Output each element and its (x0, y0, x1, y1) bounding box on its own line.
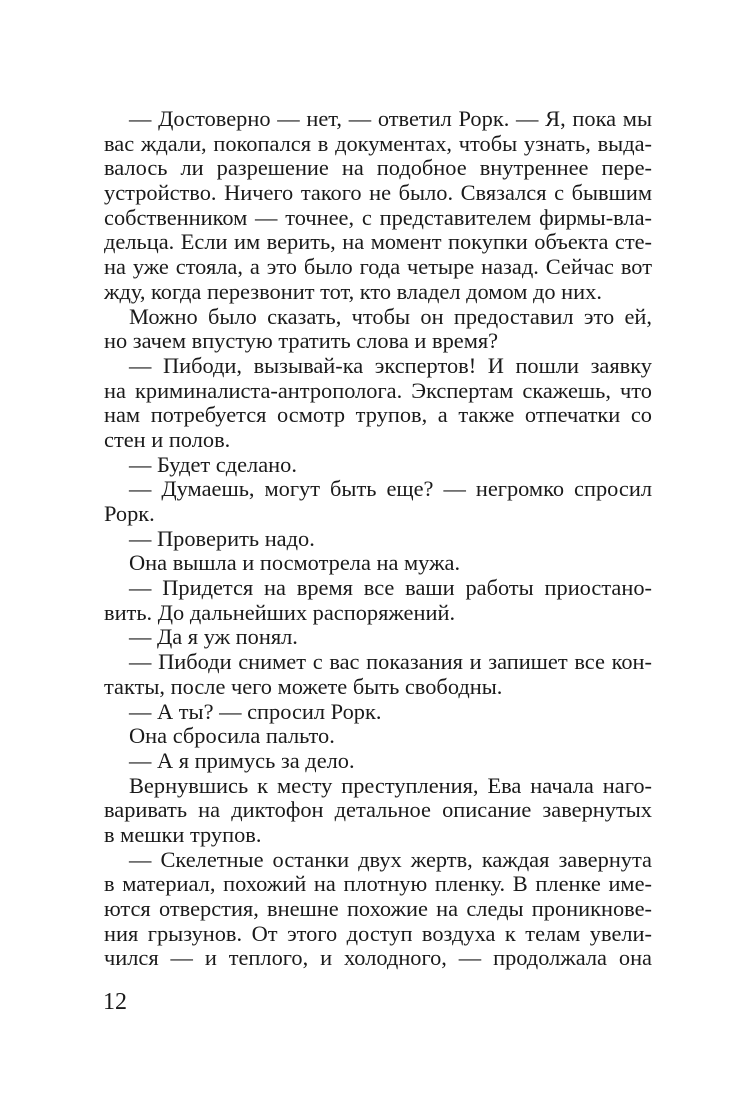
text-line: чился — и теплого, и холодного, — продолжала она (104, 945, 652, 971)
text-line: на уже стояла, а это было года четыре назад. Сейчас вот (104, 254, 652, 280)
text-line: — Скелетные останки двух жертв, каждая завернута (129, 846, 652, 872)
text-line: на криминалиста-антрополога. Экспертам скажешь, что (104, 377, 652, 403)
text-line: — Пибоди снимет с вас показания и запишет все кон- (129, 649, 652, 675)
text-line: Рорк. (104, 501, 155, 526)
text-line: в мешки трупов. (104, 821, 262, 847)
text-line: ются отверстия, внешне похожие на следы проникнове- (104, 896, 652, 921)
page-number: 12 (103, 989, 127, 1015)
text-line: устройство. Ничего такого не было. Связался с бывшим (104, 180, 652, 206)
text-line: такты, после чего можете быть свободны. (104, 673, 503, 699)
text-line: — А я примусь за дело. (129, 747, 355, 773)
text-line: собственником — точнее, с представителем фирмы-вла- (104, 204, 652, 230)
text-line: Вернувшись к месту преступления, Ева начала наго- (129, 772, 652, 798)
text-line: — Будет сделано. (129, 451, 297, 477)
text-line: жду, когда перезвонит тот, кто владел домом до них. (104, 278, 602, 304)
text-line: в материал, похожий на плотную пленку. В пленке име- (104, 871, 652, 897)
text-line: — Пибоди, вызывай-ка экспертов! И пошли заявку (129, 352, 652, 378)
text-line: вас ждали, покопался в документах, чтобы узнать, выда- (104, 130, 652, 156)
text-line: — А ты? — спросил Рорк. (129, 698, 382, 724)
text-line: — Думаешь, могут быть еще? — негромко спросил (129, 476, 652, 502)
text-line: Можно было сказать, чтобы он предоставил это ей, (129, 303, 652, 329)
page-text (104, 107, 652, 971)
text-line: нам потребуется осмотр трупов, а также отпечатки со (104, 402, 652, 428)
text-line: вить. До дальнейших распоряжений. (104, 599, 456, 625)
text-line: Она вышла и посмотрела на мужа. (129, 550, 461, 576)
text-line: стен и полов. (104, 426, 231, 452)
text-line: — Достоверно — нет, — ответил Рорк. — Я, пока мы (129, 106, 652, 131)
text-line: варивать на диктофон детальное описание завернутых (104, 797, 652, 823)
text-line: валось ли разрешение на подобное внутреннее пере- (104, 155, 652, 181)
text-line: Она сбросила пальто. (129, 723, 335, 749)
text-line: — Да я уж понял. (129, 624, 298, 650)
text-line: но зачем впустую тратить слова и время? (104, 328, 499, 354)
text-line: — Проверить надо. (129, 525, 315, 551)
text-line: ния грызунов. От этого доступ воздуха к телам увели- (104, 920, 652, 946)
text-line: дельца. Если им верить, на момент покупки объекта сте- (104, 229, 652, 255)
text-line: — Придется на время все ваши работы приостано- (129, 575, 652, 601)
